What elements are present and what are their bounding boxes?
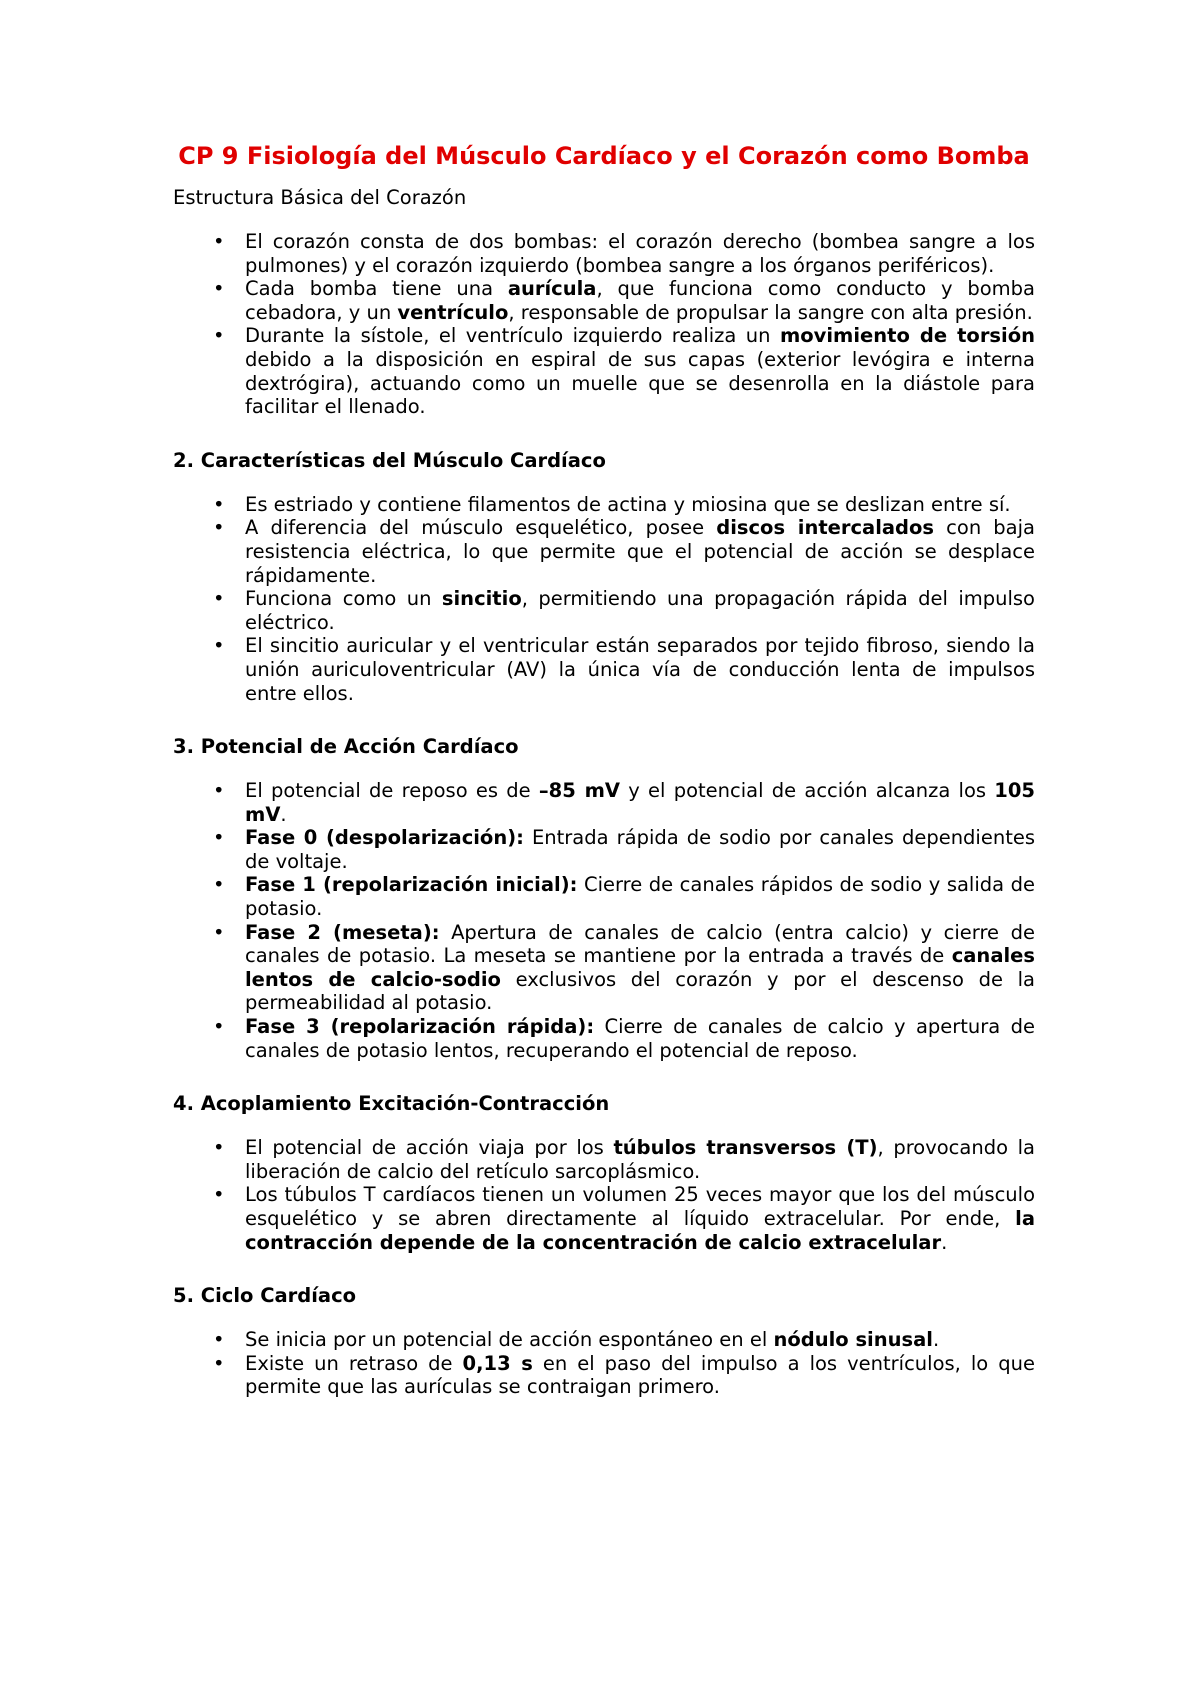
bold-term: 105 mV bbox=[245, 779, 1035, 826]
bullet-icon: • bbox=[213, 230, 225, 253]
bullet-icon: • bbox=[213, 1136, 225, 1160]
list-item bbox=[173, 1328, 1035, 1352]
bold-term: nódulo sinusal bbox=[773, 1328, 933, 1352]
list-item bbox=[173, 873, 1035, 920]
document-page bbox=[173, 140, 1035, 1429]
bullet-text: El potencial de acción viaja por los túbulos transversos (T), provocando la liberación de calcio del retículo sarcoplásmico. bbox=[245, 1136, 1036, 1183]
bullet-icon: • bbox=[213, 1183, 225, 1207]
bullet-icon: • bbox=[213, 826, 225, 850]
bullet-text: Cada bomba tiene una aurícula, que funciona como conducto y bomba cebadora, y un ventrículo, responsable de propulsar la sangre con alta presión. bbox=[245, 277, 1035, 324]
list-item bbox=[173, 277, 1035, 324]
bullet-text: Fase 0 (despolarización): Entrada rápida de sodio por canales dependientes de voltaje. bbox=[245, 826, 1036, 873]
bullet-icon: • bbox=[213, 920, 225, 944]
list-item bbox=[173, 324, 1035, 418]
bold-term: la contracción depende de la concentración de calcio extracelular bbox=[245, 1207, 1035, 1254]
bullet-text: El potencial de reposo es de –85 mV y el potencial de acción alcanza los 105 mV. bbox=[245, 779, 1035, 826]
list-item bbox=[173, 1183, 1035, 1254]
bullet-text: Funciona como un sincitio, permitiendo una propagación rápida del impulso eléctrico. bbox=[245, 587, 1035, 634]
bullet-text: A diferencia del músculo esquelético, posee discos intercalados con baja resistencia eléctrica, lo que permite que el potencial de acción se desplace rápidamente. bbox=[245, 516, 1035, 587]
section-heading: 3. Potencial de Acción Cardíaco bbox=[173, 735, 519, 759]
section-heading: 4. Acoplamiento Excitación-Contracción bbox=[173, 1092, 610, 1116]
bold-term: Fase 1 (repolarización inicial): bbox=[245, 873, 578, 897]
bold-term: sincitio bbox=[441, 587, 522, 611]
list-item bbox=[173, 826, 1035, 873]
bullet-list bbox=[173, 1328, 1035, 1399]
bullet-list bbox=[173, 1136, 1035, 1254]
bullet-text: Existe un retraso de 0,13 s en el paso del impulso a los ventrículos, lo que permite que las aurículas se contraigan primero. bbox=[245, 1351, 1035, 1399]
bullet-icon: • bbox=[213, 1351, 225, 1375]
bullet-list bbox=[173, 230, 1035, 419]
bold-term: aurícula bbox=[507, 277, 597, 301]
list-item bbox=[173, 634, 1035, 705]
section-heading: Estructura Básica del Corazón bbox=[173, 186, 467, 209]
bullet-text: Fase 1 (repolarización inicial): Cierre de canales rápidos de sodio y salida de potasio. bbox=[245, 873, 1035, 921]
bold-term: Fase 3 (repolarización rápida): bbox=[245, 1015, 595, 1039]
bold-term: –85 mV bbox=[538, 779, 621, 803]
bullet-text: El sincitio auricular y el ventricular están separados por tejido fibroso, siendo la unión auriculoventricular (AV) la única vía de conducción lenta de impulsos entre ellos. bbox=[245, 634, 1035, 705]
document-title: CP 9 Fisiología del Músculo Cardíaco y el Corazón como Bomba bbox=[178, 142, 1030, 170]
list-item bbox=[173, 1015, 1035, 1062]
bold-term: Fase 2 (meseta): bbox=[245, 920, 440, 944]
bold-term: movimiento de torsión bbox=[779, 324, 1035, 348]
bullet-icon: • bbox=[213, 873, 225, 897]
bullet-list bbox=[173, 493, 1035, 705]
bullet-icon: • bbox=[213, 492, 225, 516]
bullet-icon: • bbox=[213, 1328, 225, 1352]
bold-term: ventrículo bbox=[397, 300, 509, 324]
list-item bbox=[173, 230, 1035, 277]
list-item bbox=[173, 587, 1035, 634]
document-body bbox=[173, 186, 1035, 1399]
bullet-icon: • bbox=[213, 324, 225, 348]
bullet-text: Fase 3 (repolarización rápida): Cierre de canales de calcio y apertura de canales de potasio lentos, recuperando el potencial de reposo. bbox=[245, 1015, 1035, 1062]
bullet-list bbox=[173, 779, 1035, 1062]
section-heading: 2. Características del Músculo Cardíaco bbox=[173, 448, 606, 472]
bold-term: Fase 0 (despolarización): bbox=[245, 826, 524, 850]
bold-term: canales lentos de calcio-sodio bbox=[245, 944, 1035, 991]
bullet-icon: • bbox=[213, 634, 225, 658]
bold-term: 0,13 s bbox=[462, 1351, 533, 1375]
bullet-text: Fase 2 (meseta): Apertura de canales de calcio (entra calcio) y cierre de canales de potasio. La meseta se mantiene por la entrada a través de canales lentos de calcio-sodio exclusivos del corazón y por el descenso de la permeabilidad al potasio. bbox=[245, 920, 1035, 1015]
list-item bbox=[173, 493, 1035, 517]
list-item bbox=[173, 1136, 1035, 1183]
bullet-text: Los túbulos T cardíacos tienen un volumen 25 veces mayor que los del músculo esquelético y se abren directamente al líquido extracelular. Por ende, la contracción depende de la concentración de calcio extracelular. bbox=[245, 1183, 1035, 1254]
bold-term: túbulos transversos (T) bbox=[613, 1136, 878, 1160]
bold-term: discos intercalados bbox=[716, 516, 935, 540]
bullet-icon: • bbox=[213, 277, 225, 301]
bullet-text: Es estriado y contiene filamentos de actina y miosina que se deslizan entre sí. bbox=[245, 492, 1011, 516]
list-item bbox=[173, 779, 1035, 826]
bullet-text: Durante la sístole, el ventrículo izquierdo realiza un movimiento de torsión debido a la disposición en espiral de sus capas (exterior levógira e interna dextrógira), actuando como un muelle que se desenrolla en la diástole para facilitar el llenado. bbox=[245, 324, 1035, 419]
list-item bbox=[173, 516, 1035, 587]
bullet-text: El corazón consta de dos bombas: el corazón derecho (bombea sangre a los pulmones) y el corazón izquierdo (bombea sangre a los órganos periféricos). bbox=[245, 230, 1035, 277]
bullet-icon: • bbox=[213, 779, 225, 803]
bullet-icon: • bbox=[213, 516, 225, 540]
bullet-icon: • bbox=[213, 1015, 225, 1039]
bullet-icon: • bbox=[213, 587, 225, 611]
section-heading: 5. Ciclo Cardíaco bbox=[173, 1284, 357, 1308]
bullet-text: Se inicia por un potencial de acción espontáneo en el nódulo sinusal. bbox=[245, 1328, 940, 1352]
list-item bbox=[173, 1352, 1035, 1399]
list-item bbox=[173, 921, 1035, 1015]
